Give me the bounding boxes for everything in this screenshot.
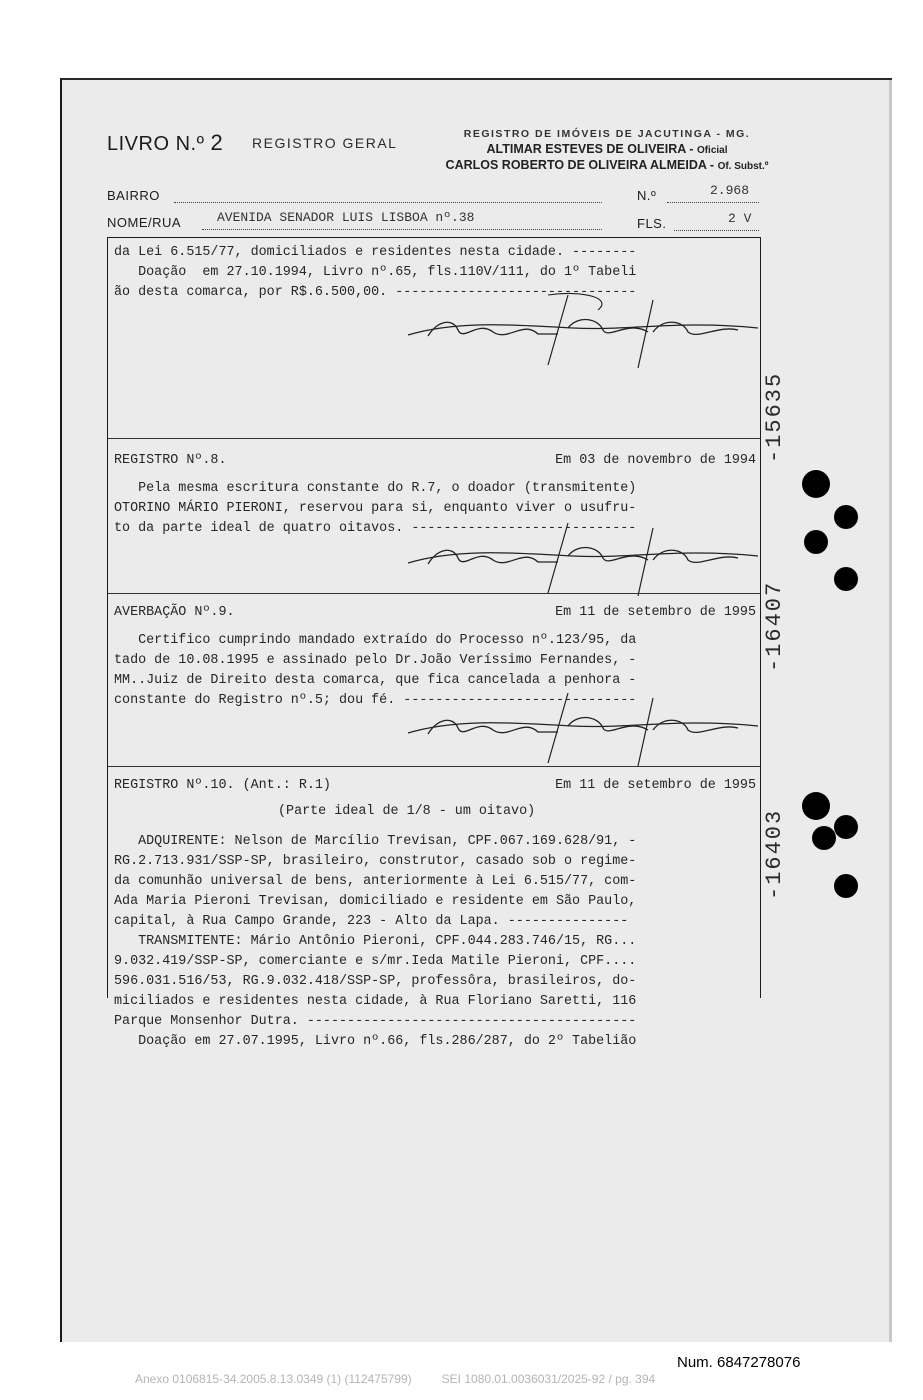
nome-rua-label: NOME/RUA	[107, 215, 182, 230]
office-stamp	[437, 128, 777, 172]
fls-value: 2 V	[728, 211, 752, 226]
officer-signature-2	[398, 518, 768, 598]
entry-3-line-3: MM..Juiz de Direito desta comarca, que fica cancelada a penhora -	[114, 673, 637, 688]
separator-1	[108, 438, 760, 439]
entry-2-title: REGISTRO Nº.8.	[114, 453, 227, 468]
side-number-bottom: -16403	[762, 808, 787, 900]
nome-rua-value: AVENIDA SENADOR LUIS LISBOA nº.38	[217, 210, 475, 225]
punch-hole	[834, 874, 858, 898]
punch-hole	[834, 815, 858, 839]
livro-label: LIVRO N.º 2	[107, 130, 224, 155]
numero-dotted-line	[667, 202, 759, 203]
punch-hole	[812, 826, 836, 850]
punch-hole	[802, 792, 830, 820]
entry-4-line-5: capital, à Rua Campo Grande, 223 - Alto da Lapa. ---------------	[114, 914, 629, 929]
registro-geral-label: REGISTRO GERAL	[252, 135, 398, 151]
entry-3-title: AVERBAÇÃO Nº.9.	[114, 605, 235, 620]
punch-hole	[834, 567, 858, 591]
registry-box	[107, 237, 761, 1049]
entry-2-line-3: to da parte ideal de quatro oitavos. ----------------------------	[114, 521, 637, 536]
bairro-dotted-line	[174, 202, 602, 203]
entry-1-line-2: Doação em 27.10.1994, Livro nº.65, fls.110V/111, do 1º Tabeli	[114, 265, 637, 280]
punch-hole	[804, 530, 828, 554]
entry-4-line-1: ADQUIRENTE: Nelson de Marcílio Trevisan, CPF.067.169.628/91, -	[114, 834, 637, 849]
sei-reference: Anexo 0106815-34.2005.8.13.0349 (1) (112475799) SEI 1080.01.0036031/2025-92 / pg. 394	[135, 1372, 656, 1386]
officer-signature-1	[398, 290, 768, 370]
entry-4-line-4: Ada Maria Pieroni Trevisan, domiciliado e residente em São Paulo,	[114, 894, 637, 909]
entry-3-date: Em 11 de setembro de 1995	[555, 605, 756, 620]
entry-4-line-10: Parque Monsenhor Dutra. -----------------------------------------	[114, 1014, 637, 1029]
entry-4-title: REGISTRO Nº.10. (Ant.: R.1)	[114, 778, 331, 793]
numero-label: N.º	[637, 188, 657, 203]
office-name: REGISTRO DE IMÓVEIS DE JACUTINGA - MG.	[463, 128, 751, 140]
nome-rua-dotted-line	[202, 229, 602, 230]
side-number-middle: -16407	[762, 580, 787, 672]
document-number: Num. 6847278076	[677, 1354, 801, 1371]
entry-1-line-3: ão desta comarca, por R$.6.500,00. ------------------------------	[114, 285, 637, 300]
scanned-page	[60, 78, 892, 1342]
separator-2	[108, 593, 760, 594]
entry-4-line-2: RG.2.713.931/SSP-SP, brasileiro, construtor, casado sob o regime-	[114, 854, 637, 869]
entry-4-date: Em 11 de setembro de 1995	[555, 778, 756, 793]
fls-label: FLS.	[637, 216, 667, 231]
substitute-officer-name: CARLOS ROBERTO DE OLIVEIRA ALMEIDA - Of. Subst.º	[445, 158, 769, 172]
entry-2-date: Em 03 de novembro de 1994	[555, 453, 756, 468]
entry-2-line-1: Pela mesma escritura constante do R.7, o doador (transmitente)	[114, 481, 637, 496]
page-edge	[889, 80, 892, 1342]
entry-3-line-4: constante do Registro nº.5; dou fé. -----------------------------	[114, 693, 637, 708]
punch-hole	[834, 505, 858, 529]
bairro-label: BAIRRO	[107, 188, 160, 203]
entry-4-line-9: miciliados e residentes nesta cidade, à Rua Floriano Saretti, 116	[114, 994, 637, 1009]
livro-number: 2	[210, 130, 224, 155]
entry-1-line-1: da Lei 6.515/77, domiciliados e residentes nesta cidade. --------	[114, 245, 637, 260]
entry-2-line-2: OTORINO MÁRIO PIERONI, reservou para si, enquanto viver o usufru-	[114, 501, 637, 516]
officer-signature-3	[398, 688, 768, 768]
fls-dotted-line	[674, 230, 759, 231]
entry-4-line-3: da comunhão universal de bens, anteriormente à Lei 6.515/77, com-	[114, 874, 637, 889]
entry-3-line-1: Certifico cumprindo mandado extraído do Processo nº.123/95, da	[114, 633, 637, 648]
officer-name: ALTIMAR ESTEVES DE OLIVEIRA - Oficial	[486, 142, 728, 156]
entry-4-line-11: Doação em 27.07.1995, Livro nº.66, fls.286/287, do 2º Tabelião	[114, 1034, 637, 1049]
entry-4-line-7: 9.032.419/SSP-SP, comerciante e s/mr.Ieda Matile Pieroni, CPF....	[114, 954, 637, 969]
entry-4-line-6: TRANSMITENTE: Mário Antônio Pieroni, CPF.044.283.746/15, RG...	[114, 934, 637, 949]
entry-4-subtitle: (Parte ideal de 1/8 - um oitavo)	[278, 804, 536, 819]
entry-4-line-8: 596.031.516/53, RG.9.032.418/SSP-SP, professôra, brasileiros, do-	[114, 974, 637, 989]
numero-value: 2.968	[710, 183, 750, 198]
side-number-top: -15635	[762, 371, 787, 463]
punch-hole	[802, 470, 830, 498]
separator-3	[108, 766, 760, 767]
entry-3-line-2: tado de 10.08.1995 e assinado pelo Dr.João Veríssimo Fernandes, -	[114, 653, 637, 668]
